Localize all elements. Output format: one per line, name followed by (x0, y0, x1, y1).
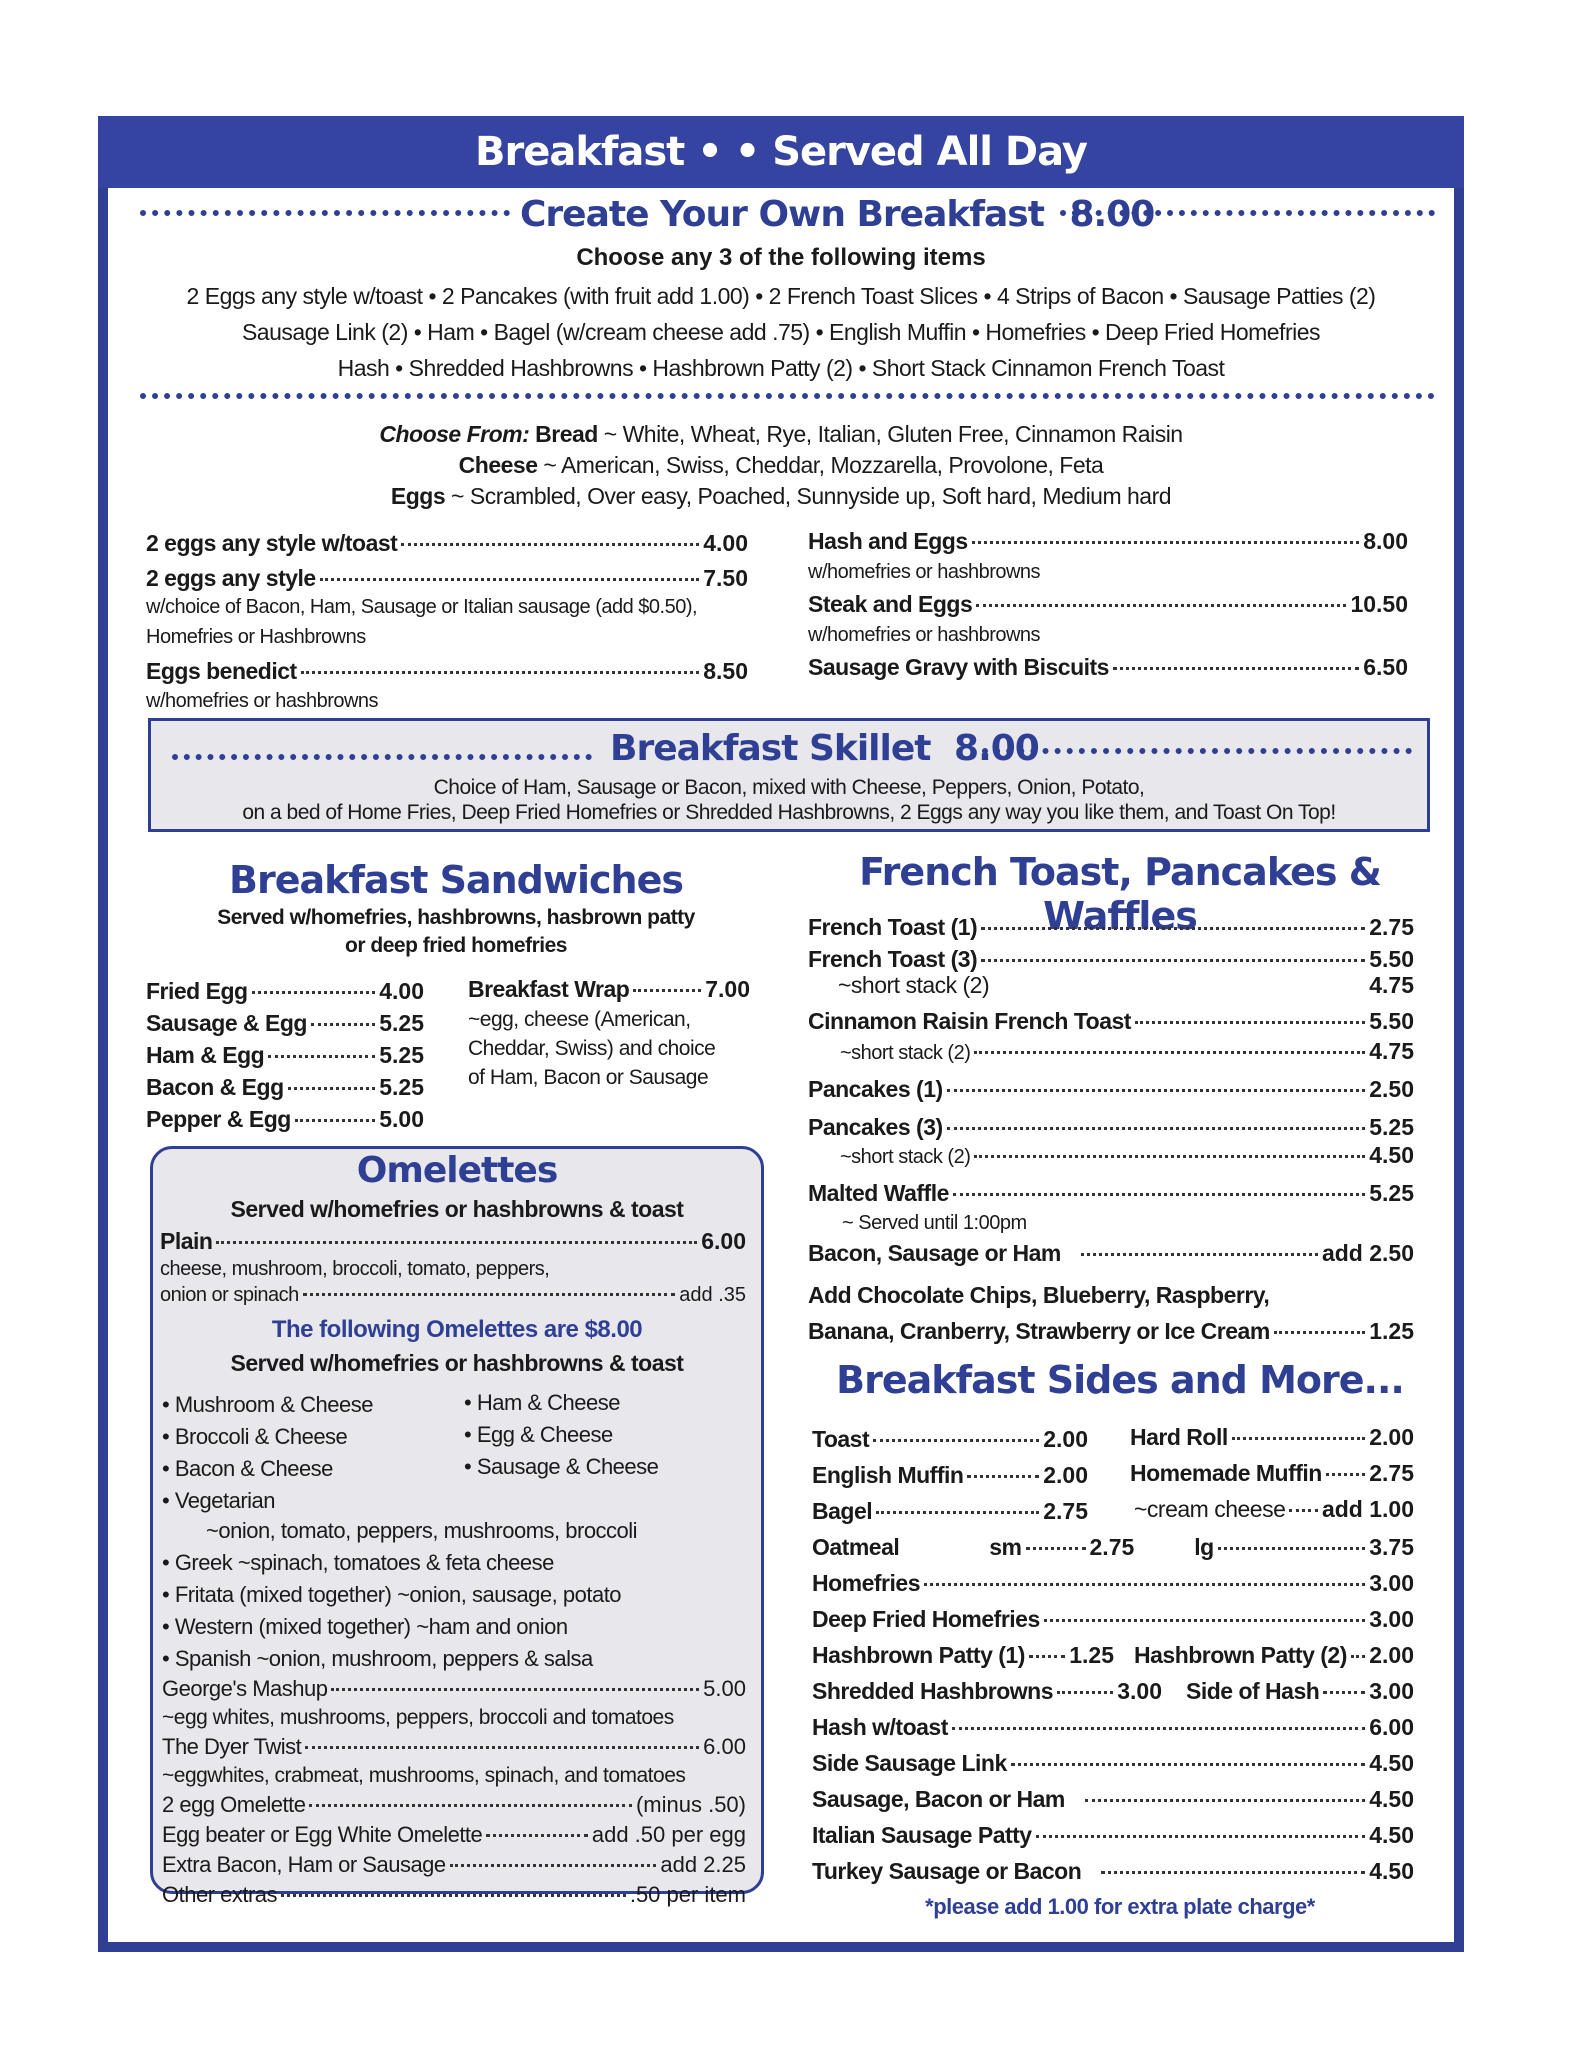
item-price: (minus .50) (635, 1792, 746, 1817)
item-price: add 1.00 (1321, 1496, 1414, 1522)
item-price: 5.25 (1369, 1114, 1414, 1140)
menu-item (1130, 1460, 1414, 1487)
choose-cheese (98, 452, 1464, 479)
leader-dots (1323, 1691, 1365, 1694)
item-price: 5.50 (1369, 1008, 1414, 1034)
omelette-option: • Vegetarian (162, 1488, 276, 1513)
item-price: 3.00 (1117, 1678, 1162, 1704)
item-name: Breakfast Wrap (468, 976, 630, 1002)
item-price: 2.75 (1369, 1460, 1414, 1486)
item-note: w/homefries or hashbrowns (808, 624, 1041, 646)
item-price: 7.00 (705, 976, 750, 1002)
item-name: Deep Fried Homefries (812, 1606, 1040, 1632)
menu-item (162, 1734, 746, 1760)
menu-item (1134, 1496, 1414, 1523)
omelette-option (162, 1550, 554, 1576)
item-name: French Toast (3) (808, 946, 978, 972)
leader-dots (450, 1864, 657, 1867)
create-line-3: Hash • Shredded Hashbrowns • Hashbrown Patty (2) • Short Stack Cinnamon French Toast (337, 355, 1225, 381)
menu-item (812, 1570, 1414, 1597)
item-name: Hard Roll (1130, 1424, 1228, 1450)
menu-item (468, 976, 750, 1003)
leader-dots (486, 1834, 588, 1837)
leader-dots (1044, 1619, 1365, 1622)
omelette-desc: ~onion, mushroom, peppers & salsa (250, 1646, 593, 1671)
item-price: .50 per item (629, 1882, 746, 1907)
menu-item (162, 1852, 746, 1878)
menu-item (808, 1318, 1414, 1345)
leader-dots (216, 1241, 697, 1244)
leader-dots (1218, 1547, 1366, 1550)
item-name: Hash w/toast (812, 1714, 948, 1740)
item-price: 3.00 (1369, 1678, 1414, 1704)
item-name: Italian Sausage Patty (812, 1822, 1032, 1848)
item-name: Homefries (812, 1570, 920, 1596)
menu-item (146, 565, 748, 592)
item-name: Plain (160, 1228, 213, 1254)
menu-item (162, 1792, 746, 1818)
item-price: 5.25 (379, 1042, 424, 1068)
leader-dots (974, 1155, 1365, 1158)
menu-item (146, 1074, 424, 1101)
leader-dots (873, 1439, 1039, 1442)
item-name: 2 egg Omelette (162, 1792, 306, 1817)
item-name: Bacon & Egg (146, 1074, 284, 1100)
menu-item (812, 1426, 1088, 1453)
create-line-2: Sausage Link (2) • Ham • Bagel (w/cream cheese add .75) • English Muffin • Homefries • Deep Fried Homefries (241, 319, 1321, 345)
item-name: Side Sausage Link (812, 1750, 1007, 1776)
dotted-divider (140, 393, 1435, 399)
omelette-option (162, 1614, 568, 1640)
item-price: 2.00 (1369, 1642, 1414, 1668)
item-price: 4.50 (1369, 1142, 1414, 1168)
item-name: Egg beater or Egg White Omelette (162, 1822, 483, 1847)
omelette-name: • Spanish (162, 1646, 251, 1671)
menu-item (160, 1228, 746, 1255)
omelette-desc: ~onion, tomato, peppers, mushrooms, broccoli (206, 1518, 638, 1543)
leader-dots (1029, 1655, 1065, 1658)
item-name: Banana, Cranberry, Strawberry or Ice Cream (808, 1318, 1270, 1344)
item-name: Eggs benedict (146, 658, 297, 684)
item-price: add 2.25 (660, 1852, 746, 1877)
choose-bread (98, 421, 1464, 448)
item-note: cheese, mushroom, broccoli, tomato, peppers, (160, 1258, 550, 1280)
item-price: 6.00 (1369, 1714, 1414, 1740)
menu-item (812, 1606, 1414, 1633)
cheese-options: ~ American, Swiss, Cheddar, Mozzarella, Provolone, Feta (537, 452, 1104, 478)
skillet-line-2: on a bed of Home Fries, Deep Fried Homefries or Shredded Hashbrowns, 2 Eggs any way you like them, and Toast On Top! (242, 801, 1336, 824)
item-name: Sausage Gravy with Biscuits (808, 654, 1109, 680)
omelette-desc: (mixed together) ~ham and onion (252, 1614, 568, 1639)
leader-dots (876, 1511, 1039, 1514)
leader-dots (952, 1727, 1365, 1730)
leader-dots (1351, 1655, 1365, 1658)
item-name: Hashbrown Patty (2) (1134, 1642, 1347, 1668)
item-name: Pepper & Egg (146, 1106, 291, 1132)
leader-dots (1232, 1437, 1366, 1440)
item-name: ~cream cheese (1134, 1496, 1286, 1522)
menu-item (812, 1714, 1414, 1741)
eggs-options: ~ Scrambled, Over easy, Poached, Sunnyside up, Soft hard, Medium hard (445, 483, 1172, 509)
leader-dots (947, 1127, 1366, 1130)
item-price: 4.75 (1369, 972, 1414, 998)
leader-dots (1135, 1021, 1365, 1024)
omelette-option: • Mushroom & Cheese (162, 1392, 373, 1417)
leader-dots (1085, 1799, 1365, 1802)
item-price: 2.50 (1369, 1076, 1414, 1102)
item-name: Oatmeal (812, 1534, 900, 1560)
item-name: Extra Bacon, Ham or Sausage (162, 1852, 446, 1877)
sandwiches-title: Breakfast Sandwiches (229, 858, 683, 902)
leader-dots (305, 1746, 699, 1749)
dotted-divider (172, 754, 592, 760)
menu-item (808, 1076, 1414, 1103)
bread-label: Bread (535, 421, 598, 447)
omelette-option: • Ham & Cheese (464, 1390, 620, 1415)
item-note: w/choice of Bacon, Ham, Sausage or Italian sausage (add $0.50), (146, 596, 698, 618)
item-price: 4.50 (1369, 1750, 1414, 1776)
item-name: Hashbrown Patty (1) (812, 1642, 1025, 1668)
menu-item (808, 1008, 1414, 1035)
menu-item (808, 1180, 1414, 1207)
eggs-label: Eggs (390, 483, 446, 509)
sandwiches-sub-2: or deep fried homefries (345, 934, 567, 957)
leader-dots (981, 927, 1365, 930)
menu-item (146, 1010, 424, 1037)
item-name: Turkey Sausage or Bacon (812, 1858, 1082, 1884)
menu-item (808, 914, 1414, 941)
menu-item (812, 1678, 1162, 1705)
menu-item (1134, 1642, 1414, 1669)
item-name: Pancakes (3) (808, 1114, 943, 1140)
omelette-option (162, 1582, 621, 1608)
menu-item (162, 1822, 746, 1848)
item-note: w/homefries or hashbrowns (808, 561, 1041, 583)
item-name: Cinnamon Raisin French Toast (808, 1008, 1131, 1034)
leader-dots (1011, 1763, 1365, 1766)
item-name: Malted Waffle (808, 1180, 949, 1206)
leader-dots (281, 1894, 626, 1897)
item-price: 2.75 (1043, 1498, 1088, 1524)
leader-dots (976, 604, 1346, 607)
item-price: 6.00 (701, 1228, 746, 1254)
item-name: ~short stack (2) (838, 972, 990, 998)
item-note: Homefries or Hashbrowns (146, 626, 366, 648)
leader-dots (303, 1293, 675, 1296)
item-price: add .35 (679, 1284, 746, 1306)
leader-dots (311, 1023, 375, 1026)
create-price: 8.00 (1069, 194, 1155, 235)
leader-dots (1036, 1835, 1366, 1838)
leader-dots (1081, 1253, 1318, 1256)
item-price: 1.25 (1369, 1318, 1414, 1344)
menu-item (808, 1114, 1414, 1141)
item-name: Ham & Egg (146, 1042, 265, 1068)
leader-dots (252, 991, 376, 994)
item-price: 5.25 (1369, 1180, 1414, 1206)
create-heading (520, 194, 1154, 235)
item-price: 2.75 (1369, 914, 1414, 940)
leader-dots (295, 1119, 375, 1122)
item-price: 2.00 (1043, 1462, 1088, 1488)
skillet-line-1: Choice of Ham, Sausage or Bacon, mixed with Cheese, Peppers, Onion, Potato, (433, 776, 1145, 799)
item-note: Cheddar, Swiss) and choice (468, 1037, 716, 1060)
item-price: 4.50 (1369, 1858, 1414, 1884)
item-name: 2 eggs any style w/toast (146, 530, 398, 556)
size-label: sm (989, 1534, 1022, 1560)
skillet-price: 8.00 (954, 728, 1039, 769)
omelette-name: • Greek (162, 1550, 233, 1575)
omelettes-served: Served w/homefries or hashbrowns & toast (230, 1196, 684, 1222)
item-name: Bacon, Sausage or Ham (808, 1240, 1061, 1266)
menu-item (812, 1498, 1088, 1525)
item-name: Other extras (162, 1882, 278, 1907)
menu-item (808, 654, 1408, 681)
omelette-option (162, 1646, 593, 1672)
item-name: Shredded Hashbrowns (812, 1678, 1053, 1704)
leader-dots (953, 1193, 1365, 1196)
item-price: 8.00 (1363, 528, 1408, 554)
item-price: 1.25 (1069, 1642, 1114, 1668)
leader-dots (301, 671, 700, 674)
omelette-option: • Bacon & Cheese (162, 1456, 333, 1481)
item-price: 5.25 (379, 1074, 424, 1100)
omelette-name: • Fritata (162, 1582, 234, 1607)
menu-item (146, 658, 748, 685)
item-note: ~egg, cheese (American, (468, 1008, 691, 1031)
omelettes-following: The following Omelettes are $8.00 (271, 1316, 643, 1343)
item-price: 8.50 (703, 658, 748, 684)
item-price: 10.50 (1350, 591, 1408, 617)
item-name: The Dyer Twist (162, 1734, 302, 1759)
skillet-heading (610, 728, 1039, 769)
plate-charge-note: *please add 1.00 for extra plate charge* (925, 1894, 1315, 1919)
item-name: ~short stack (2) (840, 1146, 971, 1168)
menu-item (840, 1038, 1414, 1065)
menu-item (812, 1642, 1114, 1669)
item-name: Sausage & Egg (146, 1010, 307, 1036)
item-name: Sausage, Bacon or Ham (812, 1786, 1065, 1812)
leader-dots (972, 541, 1360, 544)
leader-dots (1289, 1509, 1318, 1512)
dotted-divider (140, 210, 510, 216)
menu-item (840, 1142, 1414, 1169)
item-name: Bagel (812, 1498, 873, 1524)
dotted-divider (982, 748, 1412, 754)
item-note: ~egg whites, mushrooms, peppers, broccoli and tomatoes (162, 1706, 674, 1729)
omelettes-served-2: Served w/homefries or hashbrowns & toast (230, 1350, 684, 1376)
choose-eggs (98, 483, 1464, 510)
omelette-option: • Egg & Cheese (464, 1422, 613, 1447)
item-price: 2.00 (1043, 1426, 1088, 1452)
leader-dots (947, 1089, 1366, 1092)
item-name: Toast (812, 1426, 870, 1452)
leader-dots (331, 1688, 699, 1691)
menu-item (1186, 1678, 1414, 1705)
leader-dots (1326, 1473, 1365, 1476)
add-ons-line-1: Add Chocolate Chips, Blueberry, Raspberry, (808, 1282, 1270, 1308)
french-title: French Toast, Pancakes & Waffles (859, 850, 1381, 938)
menu-item (146, 1106, 424, 1133)
leader-dots (268, 1055, 375, 1058)
leader-dots (401, 543, 699, 546)
item-price: 5.00 (379, 1106, 424, 1132)
omelette-option: • Broccoli & Cheese (162, 1424, 348, 1449)
item-name: English Muffin (812, 1462, 964, 1488)
item-price: 2.00 (1369, 1424, 1414, 1450)
item-price: 5.25 (379, 1010, 424, 1036)
item-note: ~eggwhites, crabmeat, mushrooms, spinach, and tomatoes (162, 1764, 686, 1787)
cheese-label: Cheese (458, 452, 538, 478)
item-price: 4.00 (379, 978, 424, 1004)
size-label: lg (1194, 1534, 1214, 1560)
item-price: 3.00 (1369, 1570, 1414, 1596)
item-name: onion or spinach (160, 1284, 299, 1306)
menu-item (808, 1240, 1414, 1267)
menu-item (812, 1750, 1414, 1777)
item-name: ~short stack (2) (840, 1042, 971, 1064)
leader-dots (288, 1087, 376, 1090)
item-price: 5.00 (703, 1676, 746, 1701)
leader-dots (967, 1475, 1039, 1478)
leader-dots (974, 1051, 1365, 1054)
skillet-title: Breakfast Skillet (610, 728, 931, 769)
item-price: add 2.50 (1321, 1240, 1414, 1266)
item-price: 6.00 (703, 1734, 746, 1759)
menu-item (812, 1534, 1414, 1561)
omelettes-title: Omelettes (356, 1150, 558, 1191)
sides-title: Breakfast Sides and More... (836, 1358, 1404, 1402)
menu-item (160, 1284, 746, 1307)
item-name: Side of Hash (1186, 1678, 1320, 1704)
omelette-desc: ~spinach, tomatoes & feta cheese (232, 1550, 554, 1575)
menu-item (162, 1882, 746, 1908)
menu-item (162, 1676, 746, 1702)
leader-dots (1026, 1547, 1086, 1550)
menu-banner: Breakfast • • Served All Day (98, 116, 1464, 188)
item-price: add .50 per egg (591, 1822, 746, 1847)
leader-dots (1101, 1871, 1365, 1874)
leader-dots (1113, 667, 1359, 670)
menu-item (812, 1822, 1414, 1849)
create-title: Create Your Own Breakfast (520, 194, 1044, 235)
menu-item (808, 528, 1408, 555)
omelette-option: • Sausage & Cheese (464, 1454, 659, 1479)
menu-item (146, 978, 424, 1005)
item-name: Pancakes (1) (808, 1076, 943, 1102)
item-price: 6.50 (1363, 654, 1408, 680)
item-price: 5.50 (1369, 946, 1414, 972)
create-subtitle: Choose any 3 of the following items (576, 244, 986, 271)
menu-item (1130, 1424, 1414, 1451)
item-price: 4.75 (1369, 1038, 1414, 1064)
item-price: 4.50 (1369, 1786, 1414, 1812)
leader-dots (924, 1583, 1365, 1586)
item-price: 2.75 (1089, 1534, 1135, 1560)
item-name: Fried Egg (146, 978, 248, 1004)
omelette-name: • Western (162, 1614, 253, 1639)
item-price: 4.50 (1369, 1822, 1414, 1848)
menu-item (808, 591, 1408, 618)
choose-lead: Choose From: (379, 421, 530, 447)
item-name: George's Mashup (162, 1676, 328, 1701)
menu-item (146, 530, 748, 557)
leader-dots (1274, 1331, 1365, 1334)
omelette-desc: (mixed together) ~onion, sausage, potato (233, 1582, 622, 1607)
item-price: 3.75 (1369, 1534, 1414, 1560)
leader-dots (633, 989, 701, 992)
item-note: ~ Served until 1:00pm (842, 1212, 1027, 1234)
item-name: 2 eggs any style (146, 565, 316, 591)
item-name: Homemade Muffin (1130, 1460, 1322, 1486)
leader-dots (1057, 1691, 1113, 1694)
item-price: 3.00 (1369, 1606, 1414, 1632)
menu-item (812, 1858, 1414, 1885)
menu-item (838, 972, 1414, 999)
menu-item (812, 1462, 1088, 1489)
create-line-1: 2 Eggs any style w/toast • 2 Pancakes (with fruit add 1.00) • 2 French Toast Slices • 4 Strips of Bacon • Sausage Patties (2) (186, 283, 1376, 309)
item-price: 4.00 (703, 530, 748, 556)
menu-item (808, 946, 1414, 973)
menu-item (146, 1042, 424, 1069)
item-name: Hash and Eggs (808, 528, 968, 554)
item-note: w/homefries or hashbrowns (146, 690, 379, 712)
bread-options: ~ White, Wheat, Rye, Italian, Gluten Free, Cinnamon Raisin (597, 421, 1183, 447)
leader-dots (320, 578, 700, 581)
item-name: Steak and Eggs (808, 591, 973, 617)
item-name: French Toast (1) (808, 914, 978, 940)
leader-dots (309, 1804, 632, 1807)
sandwiches-sub-1: Served w/homefries, hashbrowns, hasbrown patty (217, 906, 695, 929)
item-price: 7.50 (703, 565, 748, 591)
leader-dots (981, 959, 1365, 962)
menu-item (812, 1786, 1414, 1813)
item-note: of Ham, Bacon or Sausage (468, 1066, 709, 1089)
